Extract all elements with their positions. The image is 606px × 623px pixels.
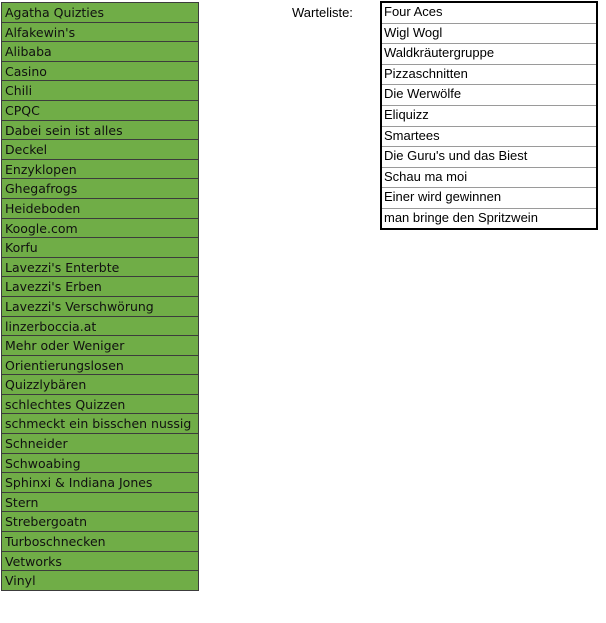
- team-cell[interactable]: Quizzlybären: [2, 375, 198, 395]
- team-cell[interactable]: Chili: [2, 81, 198, 101]
- team-list: [1, 2, 199, 591]
- waitlist-cell[interactable]: Waldkräutergruppe: [382, 44, 596, 65]
- team-cell[interactable]: Agatha Quizties: [2, 3, 198, 23]
- team-cell[interactable]: Koogle.com: [2, 219, 198, 239]
- waitlist-cell[interactable]: Einer wird gewinnen: [382, 188, 596, 209]
- team-cell[interactable]: Lavezzi's Erben: [2, 277, 198, 297]
- team-cell[interactable]: Korfu: [2, 238, 198, 258]
- waitlist: [380, 1, 598, 230]
- team-cell[interactable]: CPQC: [2, 101, 198, 121]
- team-cell[interactable]: Alibaba: [2, 42, 198, 62]
- waitlist-cell[interactable]: Smartees: [382, 127, 596, 148]
- team-cell[interactable]: Mehr oder Weniger: [2, 336, 198, 356]
- team-cell[interactable]: Dabei sein ist alles: [2, 121, 198, 141]
- team-cell[interactable]: schlechtes Quizzen: [2, 395, 198, 415]
- waitlist-cell[interactable]: man bringe den Spritzwein: [384, 209, 538, 225]
- team-cell[interactable]: schmeckt ein bisschen nussig: [2, 414, 198, 434]
- team-cell[interactable]: Vetworks: [2, 552, 198, 572]
- team-cell[interactable]: Casino: [2, 62, 198, 82]
- team-cell[interactable]: Stern: [2, 493, 198, 513]
- waitlist-label: Warteliste:: [292, 5, 353, 20]
- waitlist-cell[interactable]: Die Guru's und das Biest: [382, 147, 596, 168]
- team-cell[interactable]: Lavezzi's Verschwörung: [2, 297, 198, 317]
- team-cell[interactable]: Lavezzi's Enterbte: [2, 258, 198, 278]
- team-cell[interactable]: Sphinxi & Indiana Jones: [2, 473, 198, 493]
- team-cell[interactable]: Heideboden: [2, 199, 198, 219]
- team-cell[interactable]: Enzyklopen: [2, 160, 198, 180]
- team-cell[interactable]: Ghegafrogs: [2, 179, 198, 199]
- waitlist-cell[interactable]: Die Werwölfe: [382, 85, 596, 106]
- team-cell[interactable]: Schneider: [2, 434, 198, 454]
- team-cell[interactable]: linzerboccia.at: [2, 317, 198, 337]
- team-cell[interactable]: Vinyl: [2, 571, 198, 591]
- team-cell[interactable]: Orientierungslosen: [2, 356, 198, 376]
- team-cell[interactable]: Deckel: [2, 140, 198, 160]
- team-cell[interactable]: Alfakewin's: [2, 23, 198, 43]
- waitlist-cell[interactable]: Schau ma moi: [382, 168, 596, 189]
- team-cell[interactable]: Schwoabing: [2, 454, 198, 474]
- waitlist-cell[interactable]: Four Aces: [382, 3, 596, 24]
- waitlist-cell[interactable]: Pizzaschnitten: [382, 65, 596, 86]
- waitlist-cell[interactable]: Wigl Wogl: [382, 24, 596, 45]
- team-cell[interactable]: Turboschnecken: [2, 532, 198, 552]
- team-cell[interactable]: Strebergoatn: [2, 512, 198, 532]
- waitlist-cell[interactable]: Eliquizz: [382, 106, 596, 127]
